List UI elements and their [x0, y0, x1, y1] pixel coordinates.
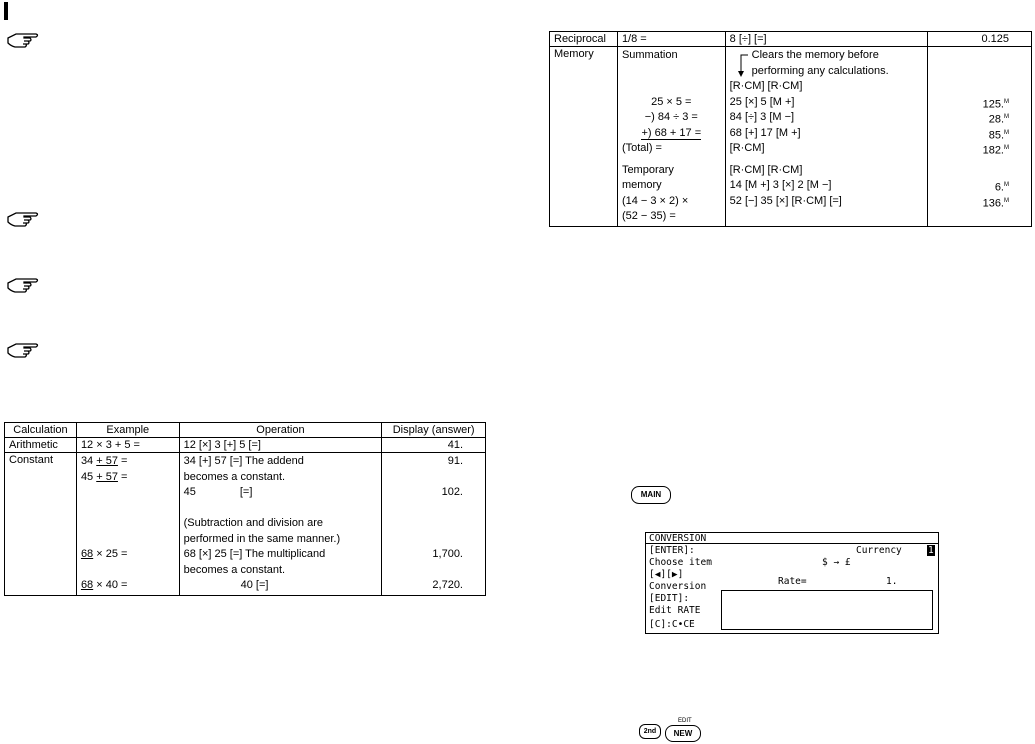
- lcd-text: [◀][▶]: [649, 569, 684, 580]
- display-value: 182.: [982, 144, 1004, 157]
- operation-text: 14 [M +] 3 [×] 2 [M −]: [729, 179, 832, 191]
- example-text: Summation: [621, 49, 678, 61]
- example-cell: [617, 47, 725, 227]
- example-text: 34: [80, 455, 97, 467]
- column-header: Calculation: [5, 423, 77, 438]
- memory-indicator: M: [1004, 145, 1009, 151]
- example-text: + 57: [96, 470, 118, 483]
- operation-text: 68 [+] 17 [M +]: [729, 126, 801, 139]
- example-text: × 25 =: [93, 548, 128, 560]
- example-text: memory: [621, 179, 662, 191]
- operation-text: 52 [−] 35 [×] [R·CM] [=]: [729, 194, 842, 207]
- operation-cell: 8 [÷] [=]: [725, 32, 928, 47]
- example-text: 25 × 5 =: [651, 95, 692, 108]
- operation-text: [R·CM] [R·CM]: [729, 80, 803, 92]
- new-key-icon: NEW: [665, 725, 701, 742]
- example-text: Temporary: [621, 163, 674, 176]
- example-text: 68: [80, 579, 94, 591]
- example-text: (Total) =: [621, 142, 662, 154]
- display-value: 2,720.: [432, 579, 463, 591]
- calc-type-cell: Reciprocal: [550, 32, 618, 47]
- operation-text: [R·CM]: [729, 142, 765, 154]
- display-value: 91.: [447, 455, 463, 467]
- pointing-hand-icon: [6, 209, 40, 229]
- lcd-text: 1: [928, 545, 934, 556]
- operation-cell: [725, 47, 928, 227]
- lcd-text: Choose item: [649, 557, 712, 568]
- memory-indicator: M: [1004, 197, 1009, 204]
- operation-text: 45: [183, 486, 196, 498]
- table-row: [5, 453, 486, 596]
- second-key-icon: 2nd: [639, 724, 661, 739]
- example-text: (52 − 35) =: [621, 210, 676, 222]
- table-row: [5, 438, 486, 453]
- example-text: −) 84 ÷ 3 =: [644, 111, 698, 123]
- operation-text: (Subtraction and division are: [183, 517, 324, 529]
- note-text: Clears the memory before: [751, 49, 879, 61]
- display-value: 28.: [988, 113, 1004, 126]
- operation-text: 34 [+] 57 [=] The addend: [183, 455, 304, 467]
- example-text: (14 − 3 × 2) ×: [621, 194, 689, 207]
- table-row: [550, 32, 1032, 47]
- example-text: =: [117, 455, 128, 467]
- memory-indicator: M: [1004, 98, 1009, 105]
- memory-indicator: M: [1004, 114, 1009, 120]
- arrow-down-icon: [736, 53, 750, 79]
- example-text: 45: [80, 470, 97, 483]
- lcd-text: [C]:C•CE: [649, 619, 695, 630]
- main-key-icon: MAIN: [631, 486, 671, 504]
- edit-key-label: EDIT: [678, 718, 692, 724]
- example-text: =: [117, 470, 128, 483]
- memory-indicator: M: [1004, 182, 1009, 188]
- lcd-title: CONVERSION: [649, 533, 707, 544]
- operation-text: 40 [=]: [240, 579, 269, 591]
- display-cell: [928, 47, 1032, 227]
- calculation-examples-table: [4, 422, 486, 596]
- example-text: 68: [80, 548, 94, 560]
- column-header: Display (answer): [382, 423, 486, 438]
- operation-text: 84 [÷] 3 [M −]: [729, 111, 795, 123]
- display-cell: 41.: [382, 438, 486, 453]
- column-header: Operation: [179, 423, 382, 438]
- example-cell: [76, 453, 179, 596]
- example-cell: 12 × 3 + 5 =: [76, 438, 179, 453]
- operation-cell: [179, 453, 382, 596]
- operation-text: 68 [×] 25 [=] The multiplicand: [183, 548, 326, 560]
- lcd-text: $ → £: [822, 557, 851, 568]
- lcd-text: [EDIT]:: [649, 593, 690, 604]
- example-text: × 40 =: [93, 579, 128, 591]
- lcd-text: Edit RATE: [649, 605, 701, 616]
- note-text: performing any calculations.: [751, 64, 889, 77]
- operation-text: performed in the same manner.): [183, 532, 341, 545]
- memory-indicator: M: [1004, 129, 1009, 136]
- calc-type-cell: Memory: [550, 47, 618, 227]
- display-value: 102.: [441, 486, 463, 498]
- display-value: 6.: [994, 181, 1004, 194]
- column-header: Example: [76, 423, 179, 438]
- operation-text: [R·CM] [R·CM]: [729, 163, 803, 176]
- lcd-input-box: [721, 590, 933, 630]
- display-value: 1,700.: [432, 548, 463, 560]
- pointing-hand-icon: [6, 340, 40, 360]
- pointing-hand-icon: [6, 275, 40, 295]
- section-marker-bar: [4, 2, 8, 20]
- operation-text: becomes a constant.: [183, 470, 286, 483]
- operation-cell: 12 [×] 3 [+] 5 [=]: [179, 438, 382, 453]
- display-value: 125.: [982, 98, 1004, 111]
- example-text: +) 68 + 17 =: [641, 126, 702, 139]
- example-text: + 57: [96, 455, 118, 467]
- operation-text: [=]: [239, 486, 253, 498]
- lcd-text: [ENTER]:: [649, 545, 695, 556]
- reciprocal-memory-table: [549, 31, 1032, 227]
- operation-text: 25 [×] 5 [M +]: [729, 95, 795, 108]
- display-value: 85.: [988, 129, 1004, 142]
- lcd-text: Conversion: [649, 581, 707, 592]
- display-cell: [382, 453, 486, 596]
- lcd-text: Currency: [856, 545, 902, 556]
- display-value: 136.: [982, 197, 1004, 210]
- pointing-hand-icon: [6, 30, 40, 50]
- example-cell: 1/8 =: [617, 32, 725, 47]
- operation-text: becomes a constant.: [183, 563, 286, 576]
- calc-type-cell: Arithmetic: [5, 438, 77, 453]
- lcd-text: Rate=: [778, 576, 807, 587]
- calc-type-cell: Constant: [5, 453, 77, 596]
- lcd-text: 1.: [886, 576, 898, 587]
- display-cell: 0.125: [928, 32, 1032, 47]
- table-header-row: [5, 423, 486, 438]
- lcd-screen: [645, 532, 939, 634]
- table-row: [550, 47, 1032, 227]
